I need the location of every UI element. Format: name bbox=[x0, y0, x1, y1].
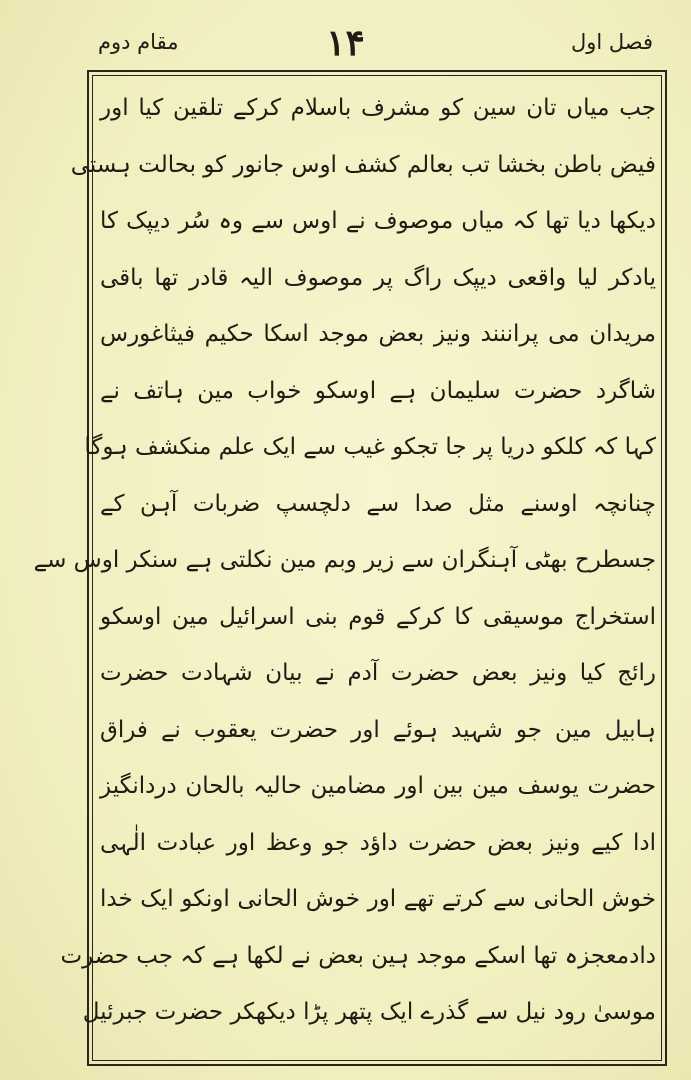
text-line: موسیٰ رود نیل سے گذرے ایک پتھر پڑا دیکھکر حضرت جبرئیل bbox=[82, 999, 656, 1025]
text-line: دادمعجزہ تھا اسکے موجد ہین بعض نے لکھا ہے کہ جب حضرت bbox=[60, 942, 656, 969]
text-line: فیض باطن بخشا تب بعالم کشف اوس جانور کو بحالت ہستی bbox=[70, 151, 656, 178]
text-line: جسطرح بھٹی آہنگران سے زیر وبم مین نکلتی ہے سنکر اوس سے bbox=[33, 547, 656, 573]
text-line: ہابیل مین جو شہید ہوئے اور حضرت یعقوب نے فراق bbox=[100, 716, 656, 743]
running-header-chapter: فصل اول bbox=[570, 30, 653, 54]
text-line: مریدان می پراننند ونیز بعض موجد اسکا حکیم فیثاغورس bbox=[100, 321, 656, 347]
text-line: خوش الحانی سے کرتے تھے اور خوش الحانی اونکو ایک خدا bbox=[100, 886, 656, 912]
text-line: ادا کیے ونیز بعض حضرت داؤد جو وعظ اور عبادت الٰہی bbox=[100, 829, 656, 856]
text-line: یادکر لیا واقعی دیپک راگ پر موصوف الیہ قادر تھا باقی bbox=[100, 264, 656, 291]
running-header-section: مقام دوم bbox=[98, 30, 179, 54]
text-line: رائج کیا ونیز بعض حضرت آدم نے بیان شہادت حضرت bbox=[100, 660, 656, 686]
text-line: حضرت یوسف مین بین اور مضامین حالیہ بالحان دردانگیز bbox=[100, 773, 656, 799]
page-number: ١۴ bbox=[326, 22, 365, 64]
text-line: دیکھا دیا تھا کہ میاں موصوف نے اوس سے وہ سُر دیپک کا bbox=[100, 208, 656, 234]
text-line: استخراج موسیقی کا کرکے قوم بنی اسرائیل مین اوسکو bbox=[100, 603, 656, 630]
body-text bbox=[33, 80, 656, 1041]
text-line: چنانچہ اوسنے مثل صدا سے دلچسپ ضربات آہن کے bbox=[100, 490, 656, 517]
text-line: جب میاں تان سین کو مشرف باسلام کرکے تلقین کیا اور bbox=[100, 95, 656, 121]
text-line: کہا کہ کلکو دریا پر جا تجکو غیب سے ایک علم منکشف ہوگا bbox=[84, 434, 656, 460]
text-line: شاگرد حضرت سلیمان ہے اوسکو خواب مین ہاتف نے bbox=[100, 377, 656, 404]
